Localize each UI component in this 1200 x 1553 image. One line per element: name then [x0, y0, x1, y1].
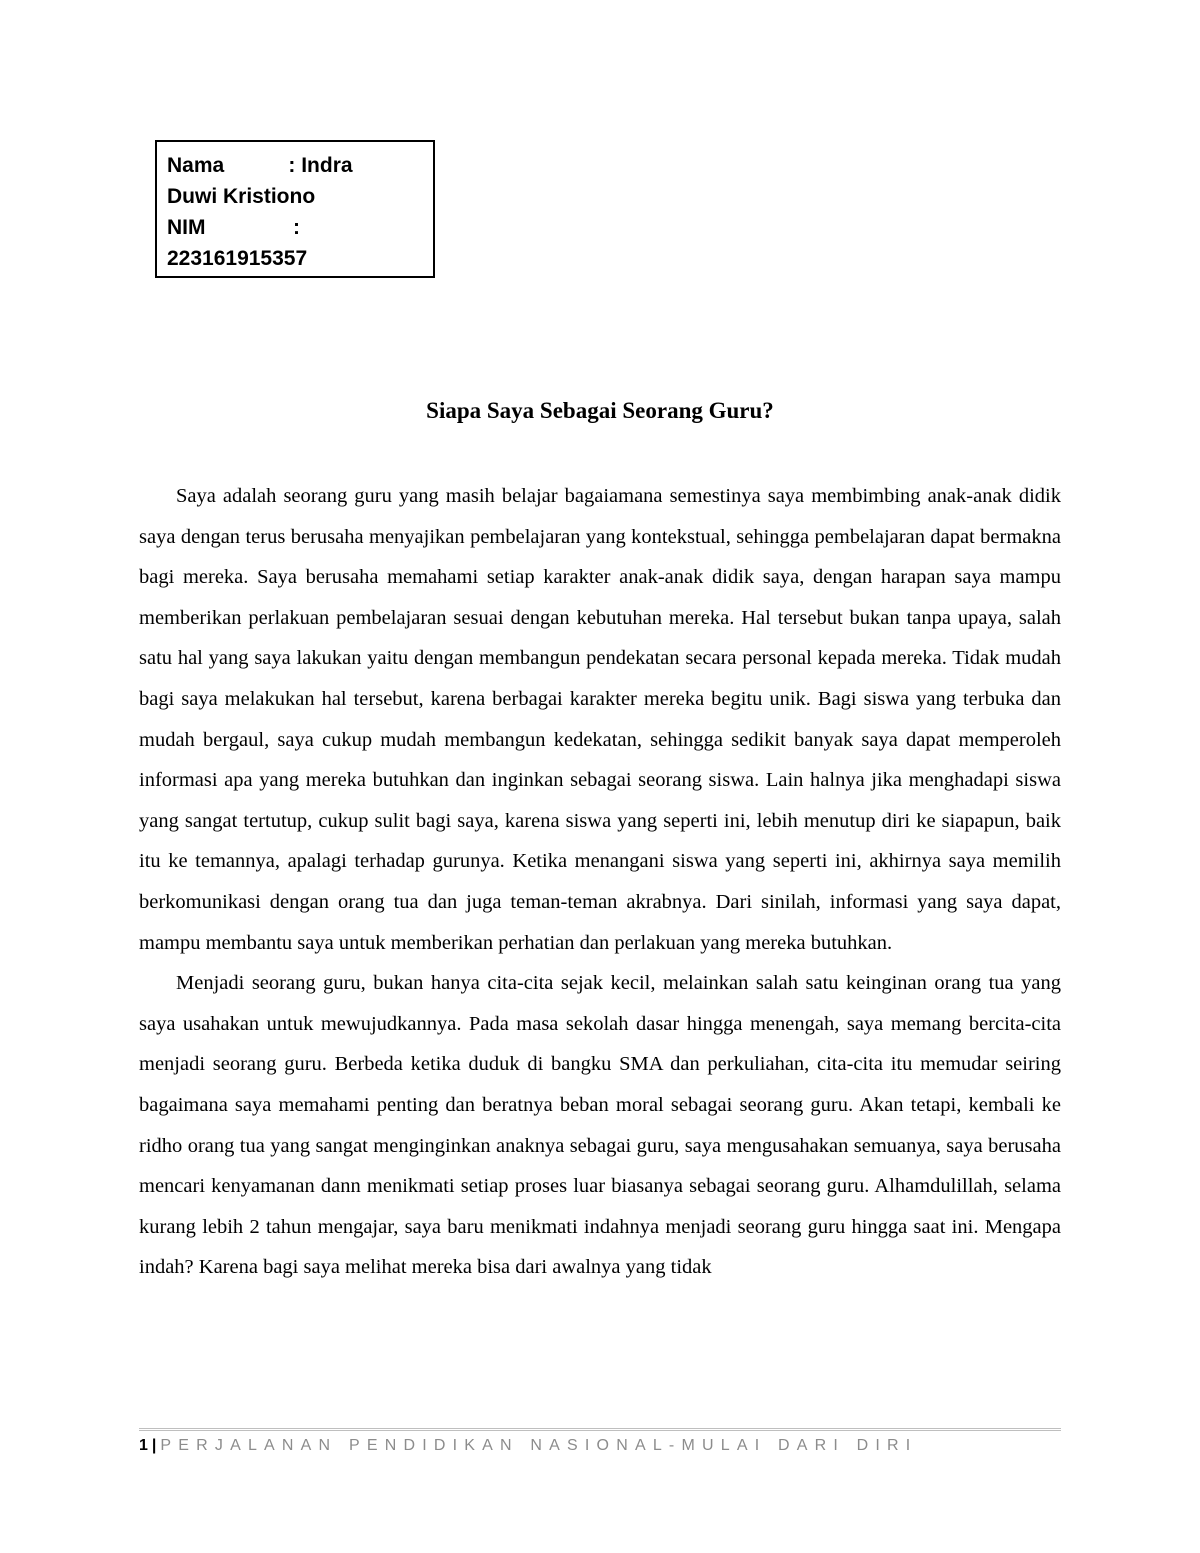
document-title: Siapa Saya Sebagai Seorang Guru? [426, 398, 774, 423]
document-body [139, 476, 1061, 1288]
identity-name-continuation: Duwi Kristiono [167, 185, 316, 208]
identity-nim-value: 223161915357 [167, 247, 308, 270]
footer-separator: | [151, 1437, 157, 1454]
page-footer [139, 1434, 1061, 1458]
paragraph-1: Saya adalah seorang guru yang masih belajar bagaiamana semestinya saya membimbing anak-anak didik saya dengan terus berusaha menyajikan pembelajaran yang kontekstual, sehingga pembelajaran dapat bermakna bagi mereka. Saya berusaha memahami setiap karakter anak-anak didik saya, dengan harapan saya mampu memberikan perlakuan pembelajaran sesuai dengan kebutuhan mereka. Hal tersebut bukan tanpa upaya, salah satu hal yang saya lakukan yaitu dengan membangun pendekatan secara personal kepada mereka. Tidak mudah bagi saya melakukan hal tersebut, karena berbagai karakter mereka begitu unik. Bagi siswa yang terbuka dan mudah bergaul, saya cukup mudah membangun kedekatan, sehingga sedikit banyak saya dapat memperoleh informasi apa yang mereka butuhkan dan inginkan sebagai seorang siswa. Lain halnya jika menghadapi siswa yang sangat tertutup, cukup sulit bagi saya, karena siswa yang seperti ini, lebih menutup diri ke siapapun, baik itu ke temannya, apalagi terhadap gurunya. Ketika menangani siswa yang seperti ini, akhirnya saya memilih berkomunikasi dengan orang tua dan juga teman-teman akrabnya. Dari sinilah, informasi yang saya dapat, mampu membantu saya untuk memberikan perhatian dan perlakuan yang mereka butuhkan. [139, 485, 1061, 954]
paragraph-2: Menjadi seorang guru, bukan hanya cita-cita sejak kecil, melainkan salah satu keinginan orang tua yang saya usahakan untuk mewujudkannya. Pada masa sekolah dasar hingga menengah, saya memang bercita-cita menjadi seorang guru. Berbeda ketika duduk di bangku SMA dan perkuliahan, cita-cita itu memudar seiring bagaimana saya memahami penting dan beratnya beban moral sebagai seorang guru. Akan tetapi, kembali ke ridho orang tua yang sangat menginginkan anaknya sebagai guru, saya mengusahakan semuanya, saya berusaha mencari kenyamanan dann menikmati setiap proses luar biasanya sebagai seorang guru. Alhamdulillah, selama kurang lebih 2 tahun mengajar, saya baru menikmati indahnya menjadi seorang guru hingga saat ini. Mengapa indah? Karena bagi saya melihat mereka bisa dari awalnya yang tidak [139, 972, 1061, 1279]
identity-nim-line: NIM : [167, 216, 301, 239]
running-title: PERJALANAN PENDIDIKAN NASIONAL-MULAI DARI DIRI [160, 1437, 918, 1454]
footer-divider [139, 1428, 1061, 1431]
identity-name-line: Nama : Indra [167, 154, 353, 177]
page-number: 1 [139, 1437, 148, 1454]
identity-box [155, 140, 435, 278]
